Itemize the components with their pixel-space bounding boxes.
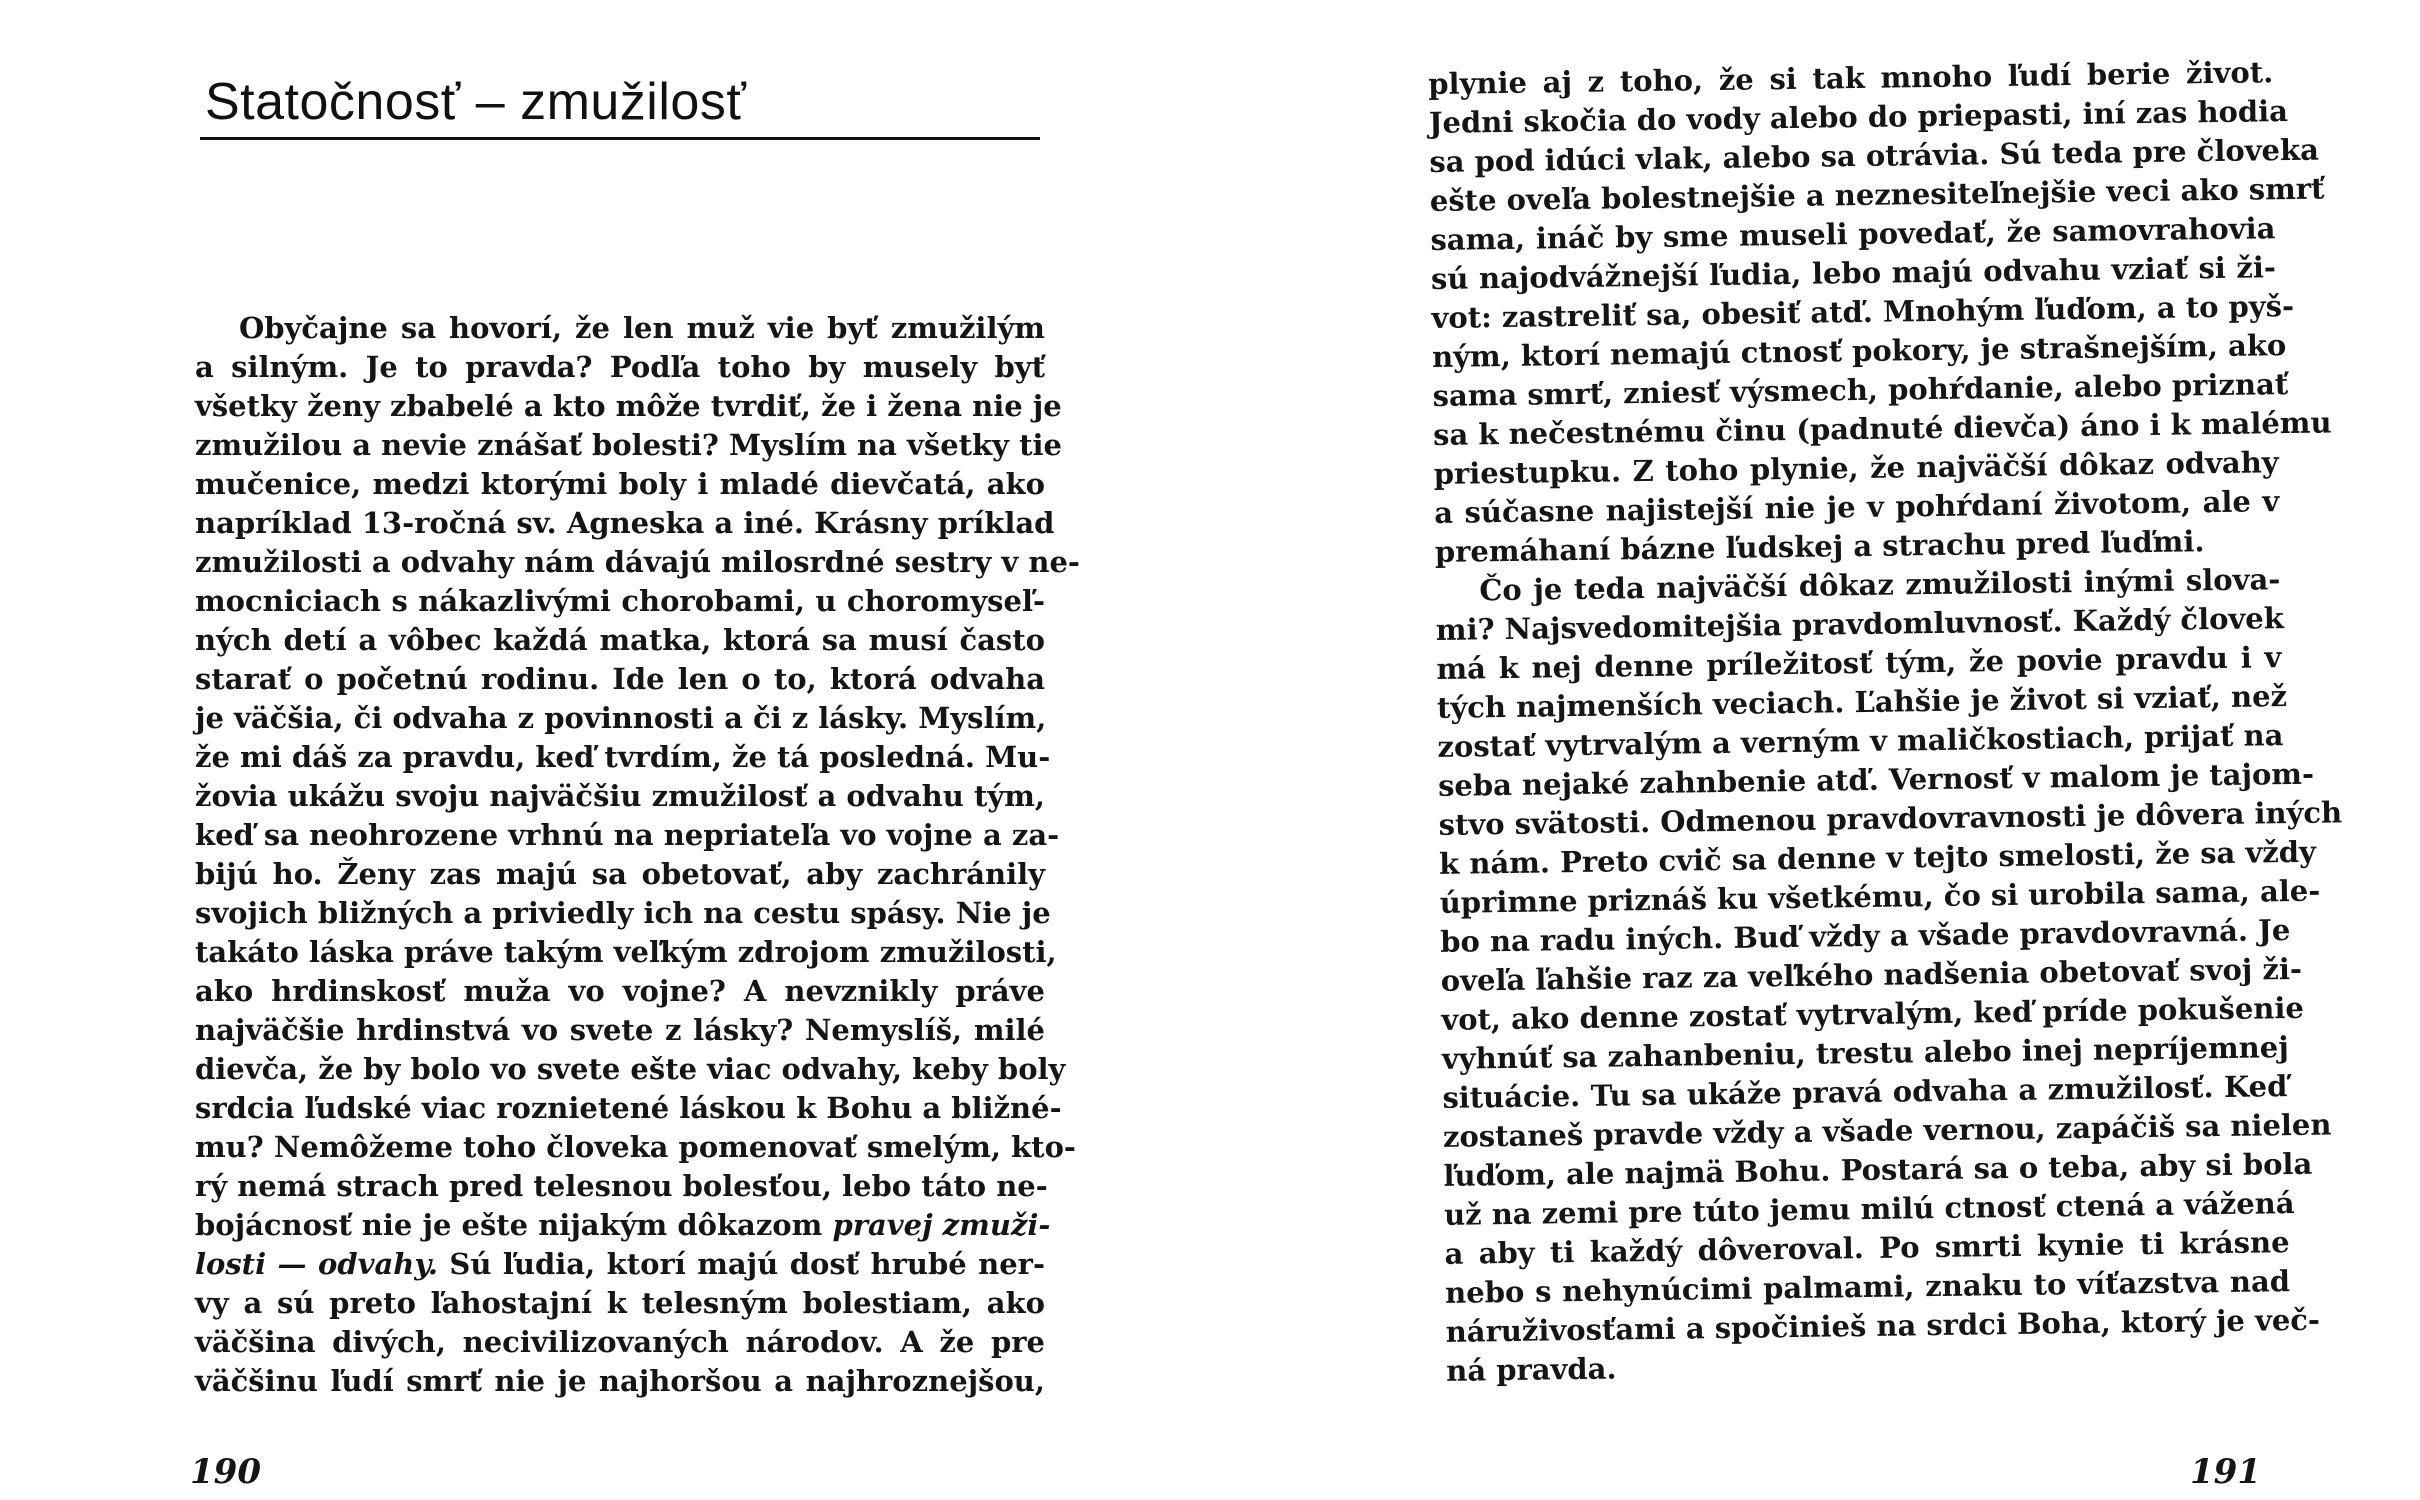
text-line: bo na radu iných. Buď vždy a všade pravdovravná. Je xyxy=(1440,913,2291,959)
text-line: bijú ho. Ženy zas majú sa obetovať, aby zachránily xyxy=(195,857,1045,891)
italic-phrase: pravej zmuži- xyxy=(832,1208,1051,1242)
text-line: oveľa ľahšie raz za veľkého nadšenia obetovať svoj ži- xyxy=(1440,951,2303,998)
text-line: už na zemi pre túto jemu milú ctnosť ctená a vážená xyxy=(1443,1186,2295,1232)
text-line: vy a sú preto ľahostajní k telesným bolestiam, ako xyxy=(195,1286,1045,1320)
text-line: Jedni skočia do vody alebo do priepasti, iní zas hodia xyxy=(1428,93,2289,140)
text-line: plynie aj z toho, že si tak mnoho ľudí berie život. xyxy=(1428,55,2274,101)
page-number-left: 190 xyxy=(190,1452,261,1492)
text-fragment: bojácnosť nie je ešte nijakým dôkazom xyxy=(195,1208,823,1242)
text-line: a súčasne najistejší nie je v pohŕdaní životom, ale v xyxy=(1434,484,2280,530)
text-line: k nám. Preto cvič sa denne v tejto smelosti, že sa vždy xyxy=(1438,834,2317,881)
right-page xyxy=(1210,0,2420,1500)
text-line: najväčšie hrdinstvá vo svete z lásky? Nemyslíš, milé xyxy=(195,1013,1045,1047)
text-line: ešte oveľa bolestnejšie a neznesiteľnejšie veci ako smrť xyxy=(1429,171,2325,218)
left-page-body xyxy=(195,309,1080,1401)
text-line: sa k nečestnému činu (padnuté dievča) áno i k malému xyxy=(1432,405,2332,452)
text-line: vyhnúť sa zahanbeniu, trestu alebo inej nepríjemnej xyxy=(1441,1030,2289,1076)
text-fragment: Sú ľudia, ktorí majú dosť hrubé ner- xyxy=(449,1247,1045,1281)
text-line: mocniciach s nákazlivými chorobami, u choromyseľ- xyxy=(195,584,1045,618)
text-line: premáhaní bázne ľudskej a strachu pred ľuďmi. xyxy=(1434,524,2205,569)
chapter-title: Statočnosť – zmužilosť xyxy=(205,73,747,131)
text-line: sama, ináč by sme museli povedať, že samovrahovia xyxy=(1430,211,2276,257)
text-line: ná pravda. xyxy=(1445,1351,1617,1388)
text-line: zostať vytrvalým a verným v maličkostiach, prijať na xyxy=(1437,718,2284,764)
text-line: žovia ukážu svoju najväčšiu zmužilosť a odvahu tým, xyxy=(195,779,1045,813)
text-line: je väčšia, či odvaha z povinnosti a či z lásky. Myslím, xyxy=(195,701,1047,735)
italic-phrase: losti — odvahy. xyxy=(195,1247,438,1281)
text-line: väčšinu ľudí smrť nie je najhoršou a najhroznejšou, xyxy=(195,1364,1045,1398)
text-line: vot: zastreliť sa, obesiť atď. Mnohým ľuďom, a to pyš- xyxy=(1431,288,2295,335)
text-line: že mi dáš za pravdu, keď tvrdím, že tá posledná. Mu- xyxy=(195,740,1051,774)
text-line: situácie. Tu sa ukáže pravá odvaha a zmužilosť. Keď xyxy=(1442,1069,2288,1115)
text-line: nebo s nehynúcimi palmami, znaku to víťazstva nad xyxy=(1444,1264,2291,1310)
text-line: sama smrť, zniesť výsmech, pohŕdanie, alebo priznať xyxy=(1432,367,2289,413)
text-line: ľuďom, ale najmä Bohu. Postará sa o teba, aby si bola xyxy=(1443,1146,2313,1193)
right-page-body xyxy=(1428,53,2343,1391)
text-line: dievča, že by bolo vo svete ešte viac odvahy, keby boly xyxy=(195,1052,1066,1086)
text-line: mu? Nemôžeme toho človeka pomenovať smelým, kto- xyxy=(195,1130,1076,1164)
text-line xyxy=(195,1245,1045,1284)
text-line: zostaneš pravde vždy a všade vernou, zapáčiš sa nielen xyxy=(1442,1107,2332,1154)
text-line: stvo svätosti. Odmenou pravdovravnosti je dôvera iných xyxy=(1438,795,2343,842)
text-line: seba nejaké zahnbenie atď. Vernosť v malom je tajom- xyxy=(1437,756,2315,803)
text-line: Čo je teda najväčší dôkaz zmužilosti inými slova- xyxy=(1479,562,2281,608)
text-line: svojich bližných a priviedly ich na cestu spásy. Nie je xyxy=(195,896,1051,930)
text-line: starať o početnú rodinu. Ide len o to, ktorá odvaha xyxy=(195,662,1045,696)
text-line: ných detí a vôbec každá matka, ktorá sa musí často xyxy=(195,623,1045,657)
text-line: a silným. Je to pravda? Podľa toho by musely byť xyxy=(195,350,1045,384)
text-line: Obyčajne sa hovorí, že len muž vie byť zmužilým xyxy=(239,311,1045,345)
text-line: zmužilou a nevie znášať bolesti? Myslím na všetky tie xyxy=(195,428,1062,462)
text-line: sa pod idúci vlak, alebo sa otrávia. Sú teda pre človeka xyxy=(1429,132,2320,179)
text-line: vot, ako denne zostať vytrvalým, keď príde pokušenie xyxy=(1441,990,2305,1037)
text-line: priestupku. Z toho plynie, že najväčší dôkaz odvahy xyxy=(1433,445,2279,491)
text-line: náruživosťami a spočinieš na srdci Boha, ktorý je več- xyxy=(1445,1302,2321,1349)
text-line: rý nemá strach pred telesnou bolesťou, lebo táto ne- xyxy=(195,1169,1048,1203)
text-line: všetky ženy zbabelé a kto môže tvrdiť, že i žena nie je xyxy=(195,389,1062,423)
text-line: a aby ti každý dôveroval. Po smrti kynie ti krásne xyxy=(1444,1225,2290,1271)
page-number-right: 191 xyxy=(2190,1452,2261,1492)
text-line: mučenice, medzi ktorými boly i mladé dievčatá, ako xyxy=(195,467,1045,501)
text-line: srdcia ľudské viac roznietené láskou k Bohu a bližné- xyxy=(195,1091,1062,1125)
text-line: sú najodvážnejší ľudia, lebo majú odvahu vziať si ži- xyxy=(1430,250,2277,296)
text-line: ako hrdinskosť muža vo vojne? A nevznikly práve xyxy=(195,974,1045,1008)
title-underline xyxy=(200,137,1040,140)
text-line: má k nej denne príležitosť tým, že povie pravdu i v xyxy=(1436,640,2282,686)
text-line: zmužilosti a odvahy nám dávajú milosrdné sestry v ne- xyxy=(195,545,1080,579)
text-line: mi? Najsvedomitejšia pravdomluvnosť. Každý človek xyxy=(1435,601,2285,647)
text-line: väčšina divých, necivilizovaných národov. A že pre xyxy=(195,1325,1045,1359)
text-line: tých najmenších veciach. Ľahšie je život si vziať, než xyxy=(1436,679,2288,725)
text-line: napríklad 13-ročná sv. Agneska a iné. Krásny príklad xyxy=(195,506,1055,540)
text-line: takáto láska práve takým veľkým zdrojom zmužilosti, xyxy=(195,935,1057,969)
text-line xyxy=(195,1206,1051,1245)
text-line: úprimne priznáš ku všetkému, čo si urobila sama, ale- xyxy=(1439,873,2321,920)
text-line: keď sa neohrozene vrhnú na nepriateľa vo vojne a za- xyxy=(195,818,1060,852)
text-line: ným, ktorí nemajú ctnosť pokory, je strašnejším, ako xyxy=(1431,328,2287,374)
